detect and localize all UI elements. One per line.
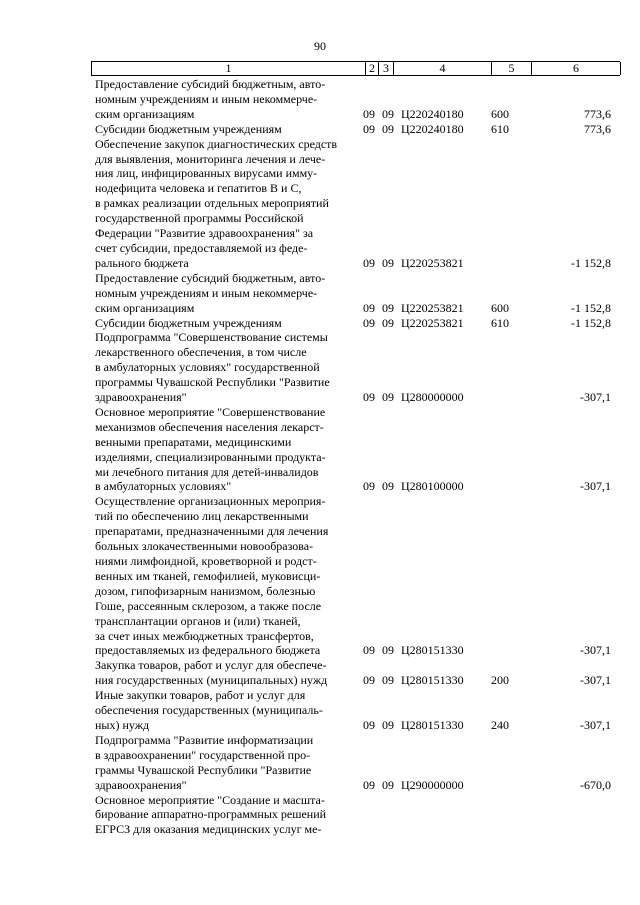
row-section: 09	[363, 777, 375, 792]
row-amount: -307,1	[580, 673, 611, 688]
page-number: 90	[314, 39, 326, 53]
row-target-code: Ц220253821	[401, 315, 464, 330]
row-amount: -307,1	[580, 390, 611, 405]
table-row	[95, 733, 611, 793]
table-row	[95, 77, 611, 122]
table-row	[95, 494, 611, 658]
row-description: Основное мероприятие "Создание и масшта- бирование аппаратно-программных решений ЕГРСЗ для оказания медицинских услуг ме-	[95, 792, 327, 837]
row-amount: -1 152,8	[571, 255, 611, 270]
header-col-1: 1	[92, 62, 366, 75]
row-subsection: 09	[382, 300, 394, 315]
row-section: 09	[363, 300, 375, 315]
table-body	[95, 77, 611, 837]
row-expense-type: 240	[491, 717, 509, 732]
row-section: 09	[363, 717, 375, 732]
row-description: Подпрограмма "Совершенствование системы лекарственного обеспечения, в том числе в амбулаторных условиях" государственной программы Чувашской Республики "Развитие здравоохранения"	[95, 330, 330, 405]
row-expense-type: 610	[491, 121, 509, 136]
row-description: Подпрограмма "Развитие информатизации в здравоохранении" государственной про- граммы Чувашской Республики "Развитие здравоохранения"	[95, 732, 314, 792]
row-expense-type: 200	[491, 673, 509, 688]
row-section: 09	[363, 673, 375, 688]
table-row	[95, 405, 611, 494]
row-target-code: Ц220240180	[401, 106, 464, 121]
row-target-code: Ц220253821	[401, 300, 464, 315]
row-section: 09	[363, 479, 375, 494]
row-subsection: 09	[382, 479, 394, 494]
row-target-code: Ц280100000	[401, 479, 464, 494]
row-subsection: 09	[382, 315, 394, 330]
row-amount: 773,6	[584, 121, 611, 136]
table-row	[95, 271, 611, 316]
row-amount: -1 152,8	[571, 300, 611, 315]
row-section: 09	[363, 121, 375, 136]
row-description: Осуществление организационных мероприя- тий по обеспечению лиц лекарственными препаратами, предназначенными для лечения больных злокачественными новообразова- ниями лимфоидной, кроветворной и родст- венных им тканей, гемофилией, муковисци- дозом, гипофизарным нанизмом, болезнью Гоше, рассеянным склерозом, а также после трансплантации органов и (или) тканей, за счет иных межбюджетных трансфертов, предоставляемых из федерального бюджета	[95, 494, 329, 658]
table-row	[95, 658, 611, 688]
row-description: Основное мероприятие "Совершенствование механизмов обеспечения населения лекарст- венными препаратами, медицинскими изделиями, специализированными продукта- ми лечебного питания для детей-инвалидов в амбулаторных условиях"	[95, 404, 326, 494]
row-target-code: Ц280151330	[401, 717, 464, 732]
row-expense-type: 600	[491, 106, 509, 121]
table-row	[95, 688, 611, 733]
row-section: 09	[363, 255, 375, 270]
row-section: 09	[363, 643, 375, 658]
row-subsection: 09	[382, 121, 394, 136]
row-subsection: 09	[382, 255, 394, 270]
row-subsection: 09	[382, 777, 394, 792]
header-col-3: 3	[379, 62, 394, 75]
row-subsection: 09	[382, 673, 394, 688]
row-target-code: Ц220253821	[401, 255, 464, 270]
header-col-2: 2	[366, 62, 379, 75]
row-description: Иные закупки товаров, работ и услуг для обеспечения государственных (муниципаль- ных) нужд	[95, 688, 323, 732]
table-row	[95, 330, 611, 405]
header-col-5: 5	[492, 62, 532, 75]
row-amount: -1 152,8	[571, 315, 611, 330]
header-col-4: 4	[394, 62, 492, 75]
row-section: 09	[363, 390, 375, 405]
row-subsection: 09	[382, 717, 394, 732]
row-target-code: Ц280151330	[401, 643, 464, 658]
row-amount: -307,1	[580, 717, 611, 732]
row-description: Закупка товаров, работ и услуг для обеспече- ния государственных (муниципальных) нужд	[95, 658, 328, 688]
row-description: Субсидии бюджетным учреждениям	[95, 121, 282, 136]
table-row	[95, 316, 611, 331]
row-subsection: 09	[382, 390, 394, 405]
row-description: Предоставление субсидий бюджетным, авто- номным учреждениям и иным некоммерче- ским организациям	[95, 270, 326, 315]
row-amount: -307,1	[580, 643, 611, 658]
row-target-code: Ц220240180	[401, 121, 464, 136]
row-subsection: 09	[382, 106, 394, 121]
row-amount: -670,0	[580, 777, 611, 792]
row-amount: -307,1	[580, 479, 611, 494]
row-target-code: Ц280000000	[401, 390, 464, 405]
row-expense-type: 600	[491, 300, 509, 315]
row-target-code: Ц290000000	[401, 777, 464, 792]
header-col-6: 6	[532, 62, 621, 75]
row-expense-type: 610	[491, 315, 509, 330]
row-amount: 773,6	[584, 106, 611, 121]
row-section: 09	[363, 106, 375, 121]
row-target-code: Ц280151330	[401, 673, 464, 688]
table-row	[95, 137, 611, 271]
row-description: Обеспечение закупок диагностических средств для выявления, мониторинга лечения и лече- ния лиц, инфицированных вирусами имму- нодефицита человека и гепатитов В и С, в рамках реализации отдельных мероприятий государственной программы Российской Федерации "Развитие здравоохранения" за счет субсидии, предоставляемой из феде- рального бюджета	[95, 136, 338, 270]
row-description: Субсидии бюджетным учреждениям	[95, 315, 282, 330]
row-description: Предоставление субсидий бюджетным, авто- номным учреждениям и иным некоммерче- ским организациям	[95, 77, 326, 121]
table-header	[91, 61, 620, 76]
row-section: 09	[363, 315, 375, 330]
table-row	[95, 793, 611, 838]
row-subsection: 09	[382, 643, 394, 658]
table-row	[95, 122, 611, 137]
